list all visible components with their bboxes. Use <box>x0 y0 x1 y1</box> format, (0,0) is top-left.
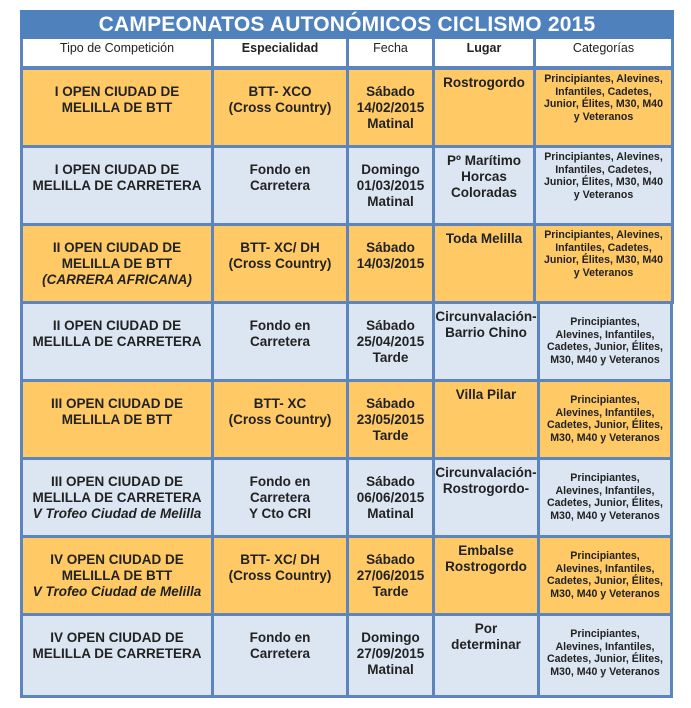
fecha-line: Tarde <box>372 428 409 443</box>
cell-lugar <box>432 535 540 616</box>
categorias-line: y Veteranos <box>573 110 634 123</box>
cell-tipo <box>20 145 214 226</box>
fecha-line: Tarde <box>372 350 409 365</box>
lugar-line: Embalse <box>458 543 514 558</box>
header-fecha: Fecha <box>346 39 435 69</box>
tipo-line: II OPEN CIUDAD DE <box>52 318 182 333</box>
categorias-line: Alevines, Infantiles, <box>555 562 655 575</box>
categorias-line: Infantiles, Cadetes, <box>555 241 652 254</box>
cell-especialidad <box>211 223 349 304</box>
cell-tipo <box>20 379 214 460</box>
especialidad-line: (Cross Country) <box>228 100 332 115</box>
tipo-line: MELILLA DE BTT <box>61 568 173 583</box>
categorias-line: Cadetes, Junior, Élites, <box>547 497 663 509</box>
page-title: CAMPEONATOS AUTONÓMICOS CICLISMO 2015 <box>20 10 674 40</box>
tipo-line: II OPEN CIUDAD DE <box>52 240 182 255</box>
especialidad-line: Fondo en <box>249 474 311 489</box>
fecha-line: Matinal <box>367 506 414 521</box>
cell-categorias <box>537 535 673 616</box>
cell-lugar <box>432 457 540 538</box>
cell-especialidad <box>211 379 349 460</box>
cell-lugar <box>432 379 540 460</box>
fecha-line: 06/06/2015 <box>356 490 425 505</box>
cell-especialidad <box>211 301 349 382</box>
cell-tipo <box>20 613 214 698</box>
cell-fecha <box>346 379 435 460</box>
lugar-line: Villa Pilar <box>455 387 517 402</box>
cell-especialidad <box>211 67 349 148</box>
cell-tipo <box>20 67 214 148</box>
fecha-line: Sábado <box>366 474 415 489</box>
fecha-line: 27/09/2015 <box>356 646 425 661</box>
cell-lugar <box>432 145 536 226</box>
lugar-line: Rostrogordo- <box>442 481 530 496</box>
tipo-line: MELILLA DE CARRETERA <box>32 646 202 661</box>
fecha-line: 27/06/2015 <box>356 568 425 583</box>
fecha-line: 01/03/2015 <box>356 178 425 193</box>
especialidad-line: Carretera <box>249 490 311 505</box>
fecha-line: Tarde <box>372 584 409 599</box>
cell-tipo <box>20 457 214 538</box>
tipo-line: MELILLA DE BTT <box>61 412 173 427</box>
categorias-line: Cadetes, Junior, Élites, <box>547 575 663 587</box>
cell-categorias <box>537 457 673 538</box>
especialidad-line: Carretera <box>249 334 311 349</box>
tipo-line: MELILLA DE BTT <box>61 100 173 115</box>
categorias-line: M30, M40 y Veteranos <box>550 431 660 444</box>
cell-tipo <box>20 223 214 304</box>
lugar-line: Rostrogordo <box>445 559 527 574</box>
lugar-line: Horcas <box>461 169 507 184</box>
categorias-line: Principiantes, Alevines, <box>544 151 663 163</box>
categorias-line: Principiantes, <box>570 472 640 484</box>
categorias-line: Principiantes, <box>570 316 640 328</box>
tipo-line: MELILLA DE BTT <box>61 256 173 271</box>
tipo-line: III OPEN CIUDAD DE <box>50 474 183 489</box>
cell-fecha <box>346 301 435 382</box>
tipo-line: MELILLA DE CARRETERA <box>32 178 202 193</box>
categorias-line: M30, M40 y Veteranos <box>550 509 660 522</box>
especialidad-line: Y Cto CRI <box>248 506 311 521</box>
cell-fecha <box>346 223 435 304</box>
header-categorias: Categorías <box>533 39 674 69</box>
tipo-line: I OPEN CIUDAD DE <box>54 162 180 177</box>
cell-especialidad <box>211 145 349 226</box>
especialidad-line: Fondo en <box>249 318 311 333</box>
fecha-line: 25/04/2015 <box>356 334 425 349</box>
fecha-line: Sábado <box>366 84 415 99</box>
categorias-line: Cadetes, Junior, Élites, <box>547 419 663 431</box>
fecha-line: Matinal <box>367 662 414 677</box>
especialidad-line: BTT- XC/ DH <box>240 552 320 567</box>
categorias-line: Alevines, Infantiles, <box>555 328 655 341</box>
lugar-line: Rostrogordo <box>443 75 525 90</box>
especialidad-line: Fondo en <box>249 630 311 645</box>
tipo-line: IV OPEN CIUDAD DE <box>50 630 184 645</box>
categorias-line: Junior, Élites, M30, M40 <box>544 254 663 266</box>
categorias-line: Junior, Élites, M30, M40 <box>544 176 663 188</box>
fecha-line: Domingo <box>361 162 420 177</box>
cell-categorias <box>537 379 673 460</box>
categorias-line: M30, M40 y Veteranos <box>550 665 660 678</box>
especialidad-line: Carretera <box>249 646 311 661</box>
tipo-line: MELILLA DE CARRETERA <box>32 490 202 505</box>
categorias-line: Principiantes, <box>570 550 640 562</box>
lugar-line: Toda Melilla <box>445 231 523 246</box>
especialidad-line: (Cross Country) <box>228 256 332 271</box>
especialidad-line: (Cross Country) <box>228 568 332 583</box>
lugar-line: Coloradas <box>450 185 518 200</box>
fecha-line: Domingo <box>361 630 420 645</box>
especialidad-line: BTT- XC <box>253 396 307 411</box>
categorias-line: M30, M40 y Veteranos <box>550 353 660 366</box>
cell-fecha <box>346 535 435 616</box>
fecha-line: Sábado <box>366 552 415 567</box>
fecha-line: Sábado <box>366 240 415 255</box>
tipo-subtitle: V Trofeo Ciudad de Melilla <box>32 584 202 599</box>
categorias-line: Cadetes, Junior, Élites, <box>547 653 663 665</box>
tipo-line: III OPEN CIUDAD DE <box>50 396 183 411</box>
cell-categorias <box>537 301 673 382</box>
fecha-line: 23/05/2015 <box>356 412 425 427</box>
header-tipo: Tipo de Competición <box>20 39 214 69</box>
categorias-line: Principiantes, Alevines, <box>544 73 663 85</box>
fecha-line: Matinal <box>367 116 414 131</box>
cell-especialidad <box>211 613 349 698</box>
lugar-line: Circunvalación- <box>435 309 537 324</box>
categorias-line: Alevines, Infantiles, <box>555 640 655 653</box>
especialidad-line: Fondo en <box>249 162 311 177</box>
lugar-line: Barrio Chino <box>445 325 527 340</box>
fecha-line: Sábado <box>366 396 415 411</box>
especialidad-line: BTT- XC/ DH <box>240 240 320 255</box>
tipo-subtitle: (CARRERA AFRICANA) <box>42 272 192 287</box>
categorias-line: Infantiles, Cadetes, <box>555 85 652 98</box>
tipo-line: IV OPEN CIUDAD DE <box>50 552 184 567</box>
cell-categorias <box>533 67 674 148</box>
categorias-line: y Veteranos <box>573 188 634 201</box>
cell-lugar <box>432 67 536 148</box>
header-especialidad: Especialidad <box>211 39 349 69</box>
cell-lugar <box>432 223 536 304</box>
tipo-line: I OPEN CIUDAD DE <box>54 84 180 99</box>
especialidad-line: Carretera <box>249 178 311 193</box>
cell-lugar <box>432 613 540 698</box>
lugar-line: Pº Marítimo <box>447 153 521 168</box>
categorias-line: Infantiles, Cadetes, <box>555 163 652 176</box>
categorias-line: Cadetes, Junior, Élites, <box>547 341 663 353</box>
categorias-line: Alevines, Infantiles, <box>555 484 655 497</box>
lugar-line: determinar <box>451 637 521 652</box>
fecha-line: Matinal <box>367 194 414 209</box>
tipo-line: MELILLA DE CARRETERA <box>32 334 202 349</box>
categorias-line: Principiantes, <box>570 628 640 640</box>
especialidad-line: BTT- XCO <box>248 84 312 99</box>
categorias-line: Principiantes, Alevines, <box>544 229 663 241</box>
tipo-subtitle: V Trofeo Ciudad de Melilla <box>32 506 202 521</box>
categorias-line: Principiantes, <box>570 394 640 406</box>
categorias-line: M30, M40 y Veteranos <box>550 587 660 600</box>
lugar-line: Circunvalación- <box>435 465 537 480</box>
cell-fecha <box>346 145 435 226</box>
categorias-line: Junior, Élites, M30, M40 <box>544 98 663 110</box>
categorias-line: Alevines, Infantiles, <box>555 406 655 419</box>
header-lugar: Lugar <box>432 39 536 69</box>
cell-categorias <box>537 613 673 698</box>
fecha-line: 14/02/2015 <box>356 100 425 115</box>
cell-fecha <box>346 457 435 538</box>
cell-especialidad <box>211 535 349 616</box>
cell-fecha <box>346 67 435 148</box>
cell-categorias <box>533 223 674 304</box>
cell-tipo <box>20 535 214 616</box>
lugar-line: Por <box>474 621 498 636</box>
cell-especialidad <box>211 457 349 538</box>
fecha-line: 14/03/2015 <box>356 256 425 271</box>
cell-fecha <box>346 613 435 698</box>
cell-categorias <box>533 145 674 226</box>
categorias-line: y Veteranos <box>573 266 634 279</box>
cell-lugar <box>432 301 540 382</box>
especialidad-line: (Cross Country) <box>228 412 332 427</box>
cell-tipo <box>20 301 214 382</box>
fecha-line: Sábado <box>366 318 415 333</box>
